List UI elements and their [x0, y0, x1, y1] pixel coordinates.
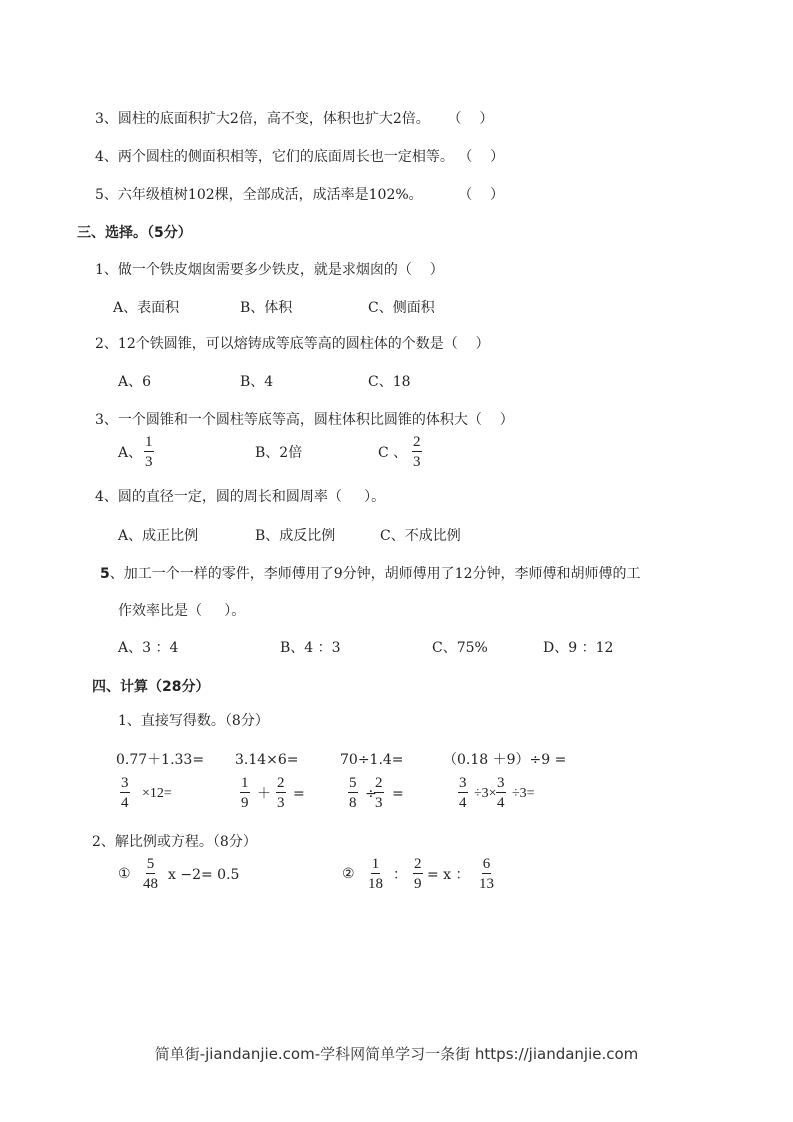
calc-item: 3.14×6= [235, 752, 299, 768]
choice-q4-c: C、不成比例 [380, 528, 461, 544]
choice-q2-a: A、6 [118, 374, 152, 390]
choice-q1-b: B、体积 [240, 300, 293, 316]
choice-q2-c: C、18 [368, 374, 411, 390]
calc-part-2: 2、解比例或方程。（8分） [92, 834, 257, 850]
numerator: 3 [497, 775, 505, 791]
fraction [368, 856, 383, 892]
choice-q3-a: A、 [118, 445, 143, 461]
denominator: 13 [479, 876, 494, 892]
fraction [479, 856, 494, 892]
numerator: 3 [121, 775, 129, 791]
denominator: 18 [368, 876, 383, 892]
denominator: 4 [459, 795, 467, 811]
choice-q3-c: C 、 [378, 445, 408, 461]
choice-q4: 4、圆的直径一定，圆的周长和圆周率（ ）。 [95, 489, 386, 505]
numerator: 2 [413, 434, 421, 450]
denominator: 3 [277, 795, 285, 811]
choice-q1: 1、做一个铁皮烟囱需要多少铁皮，就是求烟囱的（ ） [95, 262, 444, 278]
section-4-title: 四、计算（28分） [92, 679, 210, 695]
fraction [240, 775, 250, 811]
calc-text: = [293, 786, 305, 802]
calc-text: ×12= [142, 786, 172, 801]
numerator: 2 [277, 775, 285, 791]
choice-q5-c: C、75% [432, 640, 488, 656]
denominator: 9 [414, 876, 422, 892]
fraction [276, 775, 286, 811]
equation-2-mark: ② [342, 866, 355, 882]
question-number: 5 [100, 566, 110, 582]
choice-q3-b: B、2倍 [255, 445, 303, 461]
choice-q5-b: B、4 ：3 [280, 640, 341, 656]
choice-q5 [100, 566, 640, 582]
calc-text: ÷3= [512, 786, 535, 801]
numerator: 1 [145, 434, 153, 450]
fraction [458, 775, 468, 811]
equation-1-mark: ① [118, 866, 131, 882]
numerator: 1 [241, 775, 249, 791]
fraction [120, 775, 130, 811]
question-text: 、加工一个一样的零件，李师傅用了9分钟，胡师傅用了12分钟，李师傅和胡师傅的工 [109, 566, 641, 582]
choice-q5-a: A、3 ：4 [118, 640, 179, 656]
fraction [144, 434, 154, 470]
denominator: 8 [349, 795, 357, 811]
fraction [348, 775, 358, 811]
calc-op: ÷3× [474, 786, 497, 801]
choice-q2-b: B、4 [240, 374, 274, 390]
denominator: 9 [241, 795, 249, 811]
footer-watermark: 简单街-jiandanjie.com-学科网简单学习一条街 https://jiandanjie.com [154, 1045, 639, 1063]
denominator: 4 [121, 795, 129, 811]
fraction [496, 775, 506, 811]
section-3-title: 三、选择。（5分） [77, 225, 192, 241]
equation-2-text: = x ： [427, 867, 470, 883]
calc-item: 0.77＋1.33= [116, 752, 205, 768]
choice-q5-d: D、9 ：12 [543, 640, 614, 656]
choice-q4-b: B、成反比例 [255, 528, 336, 544]
numerator: 2 [414, 856, 422, 872]
fraction [374, 775, 384, 811]
numerator: 1 [371, 856, 380, 872]
fraction [412, 434, 422, 470]
choice-q2: 2、12个铁圆锥，可以熔铸成等底等高的圆柱体的个数是（ ） [95, 336, 490, 352]
choice-q1-c: C、侧面积 [368, 300, 435, 316]
calc-op: ＋ [257, 786, 271, 802]
choice-q5-line2: 作效率比是（ ）。 [118, 603, 246, 619]
choice-q4-a: A、成正比例 [118, 528, 199, 544]
calc-text: = [392, 786, 404, 802]
calc-item: （0.18 ＋9）÷9 = [443, 752, 567, 768]
denominator: 48 [143, 876, 158, 892]
numerator: 5 [146, 856, 155, 872]
ratio-colon: ： [393, 867, 407, 883]
numerator: 3 [459, 775, 467, 791]
judge-q4: 4、两个圆柱的侧面积相等，它们的底面周长也一定相等。 （ ） [95, 149, 505, 165]
fraction [413, 856, 423, 892]
denominator: 3 [413, 454, 421, 470]
numerator: 2 [375, 775, 383, 791]
equation-1-text: x −2= 0.5 [168, 867, 240, 883]
numerator: 5 [349, 775, 357, 791]
fraction [143, 856, 158, 892]
choice-q3: 3、一个圆锥和一个圆柱等底等高，圆柱体积比圆锥的体积大（ ） [95, 412, 514, 428]
judge-q3: 3、圆柱的底面积扩大2倍，高不变，体积也扩大2倍。 （ ） [95, 111, 494, 127]
denominator: 3 [375, 795, 383, 811]
calc-item: 70÷1.4= [340, 752, 404, 768]
denominator: 4 [497, 795, 505, 811]
judge-q5: 5、六年级植树102棵，全部成活，成活率是102%。 （ ） [95, 187, 505, 203]
calc-part-1: 1、直接写得数。（8分） [118, 713, 269, 729]
calc-op: ÷ [365, 786, 377, 802]
choice-q1-a: A、表面积 [113, 300, 180, 316]
numerator: 6 [482, 856, 491, 872]
denominator: 3 [145, 454, 153, 470]
